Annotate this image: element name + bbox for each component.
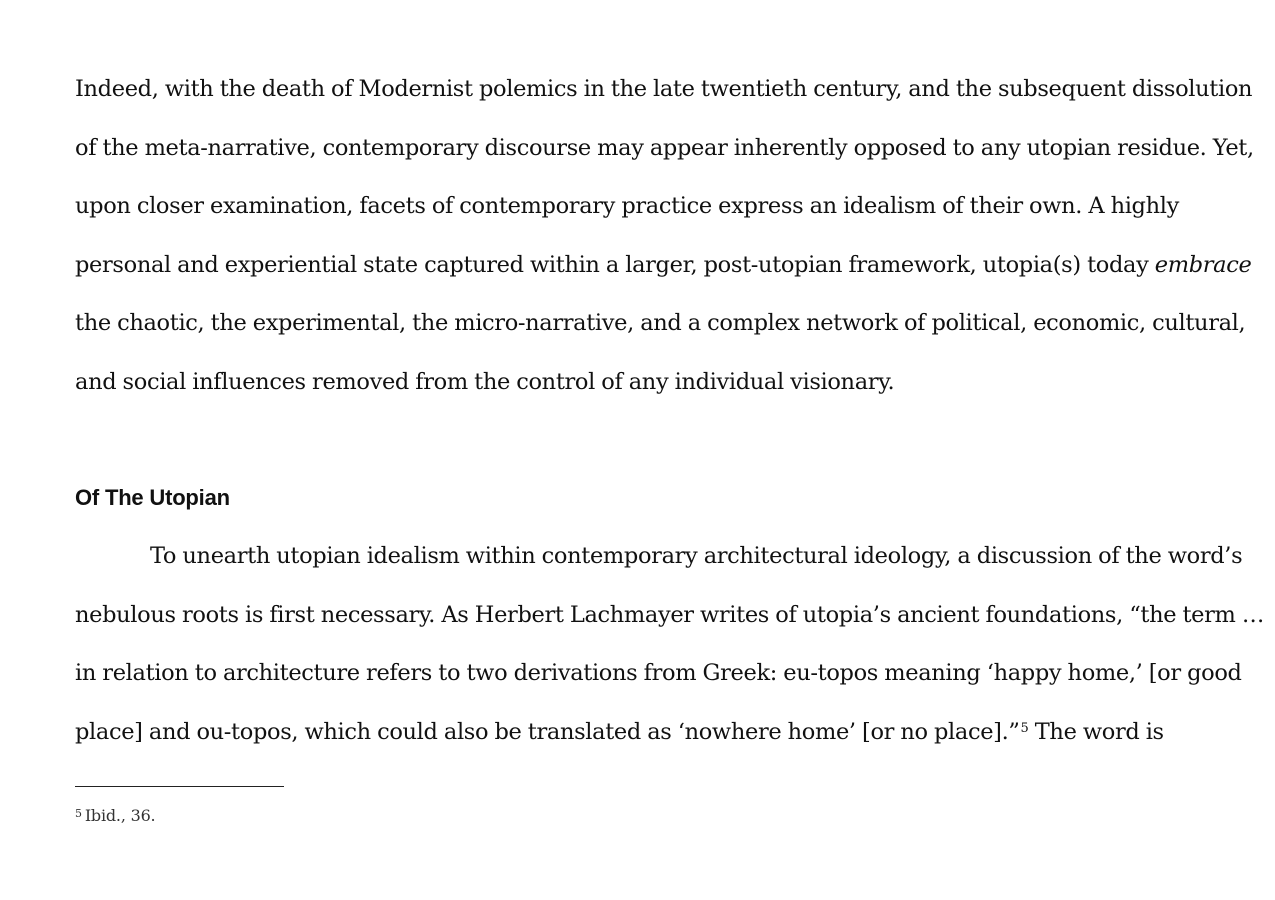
footnote-number: 5	[75, 807, 82, 820]
footnote-text: Ibid., 36.	[84, 806, 156, 825]
text-line: Indeed, with the death of Modernist polemics in the late twentieth century, and the subsequent dissolution	[75, 76, 1253, 102]
section-heading: Of The Utopian	[75, 485, 230, 510]
text-line	[75, 703, 1264, 762]
text-line: upon closer examination, facets of contemporary practice express an idealism of their own. A highly	[75, 193, 1179, 219]
text-line: the chaotic, the experimental, the micro-narrative, and a complex network of political, economic, cultural,	[75, 310, 1246, 336]
text-line: nebulous roots is first necessary. As Herbert Lachmayer writes of utopia’s ancient foundations, “the term …	[75, 601, 1264, 628]
text-line	[75, 527, 1264, 586]
text-run: personal and experiential state captured within a larger, post-utopian framework, utopia(s) today	[75, 251, 1155, 278]
footnote-reference[interactable]: 5	[1020, 720, 1029, 736]
text-line: of the meta-narrative, contemporary discourse may appear inherently opposed to any utopian residue. Yet,	[75, 134, 1254, 161]
paragraph-intro	[75, 60, 1254, 411]
emphasis-text: embrace	[1154, 251, 1252, 278]
footnote	[75, 802, 155, 828]
paragraph-utopian	[75, 527, 1264, 761]
text-line: in relation to architecture refers to two derivations from Greek: eu-topos meaning ‘happy home,’ [or good	[75, 660, 1242, 686]
text-run: The word is	[1028, 718, 1164, 745]
text-run: place] and ou-topos, which could also be translated as ‘nowhere home’ [or no place].”	[75, 718, 1020, 745]
footnote-divider	[75, 786, 284, 787]
text-line: and social influences removed from the control of any individual visionary.	[75, 368, 895, 395]
text-run: To unearth utopian idealism within contemporary architectural ideology, a discussion of the word’s	[150, 543, 1243, 569]
text-line	[75, 236, 1254, 295]
